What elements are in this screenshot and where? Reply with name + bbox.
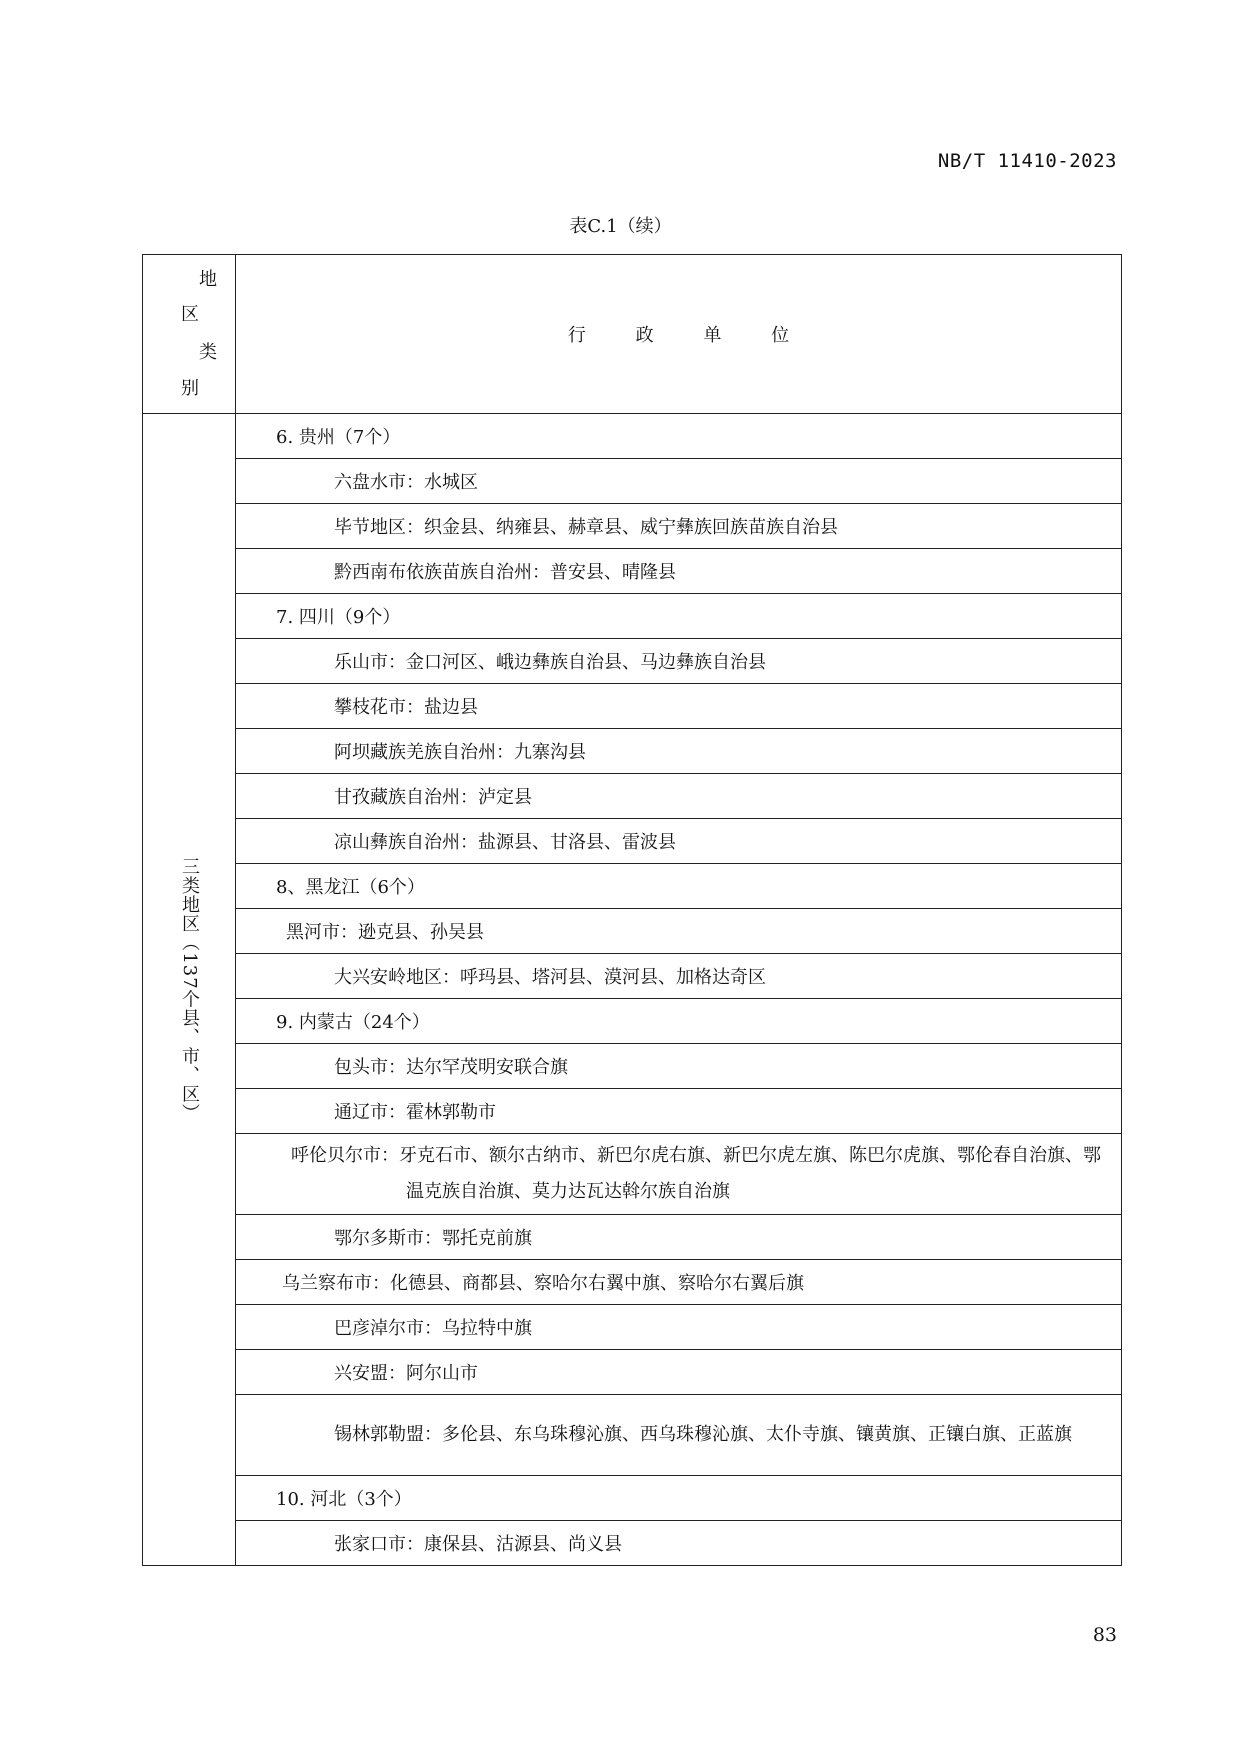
table-row (143, 729, 1122, 774)
table-row (143, 1260, 1122, 1305)
unit-entry: 六盘水市：水城区 (236, 459, 1122, 504)
admin-units-table (142, 254, 1122, 1566)
header-category-char: 区 (181, 304, 199, 325)
category-cell (143, 414, 236, 1566)
table-row (143, 414, 1122, 459)
table-header-row (143, 255, 1122, 414)
unit-entry: 攀枝花市：盐边县 (236, 684, 1122, 729)
header-category-cell (143, 255, 236, 414)
category-label: 三类地区（137个县、市、区） (179, 856, 200, 1123)
table-row (143, 594, 1122, 639)
table-row (143, 1134, 1122, 1215)
unit-entry: 黑河市：逊克县、孙吴县 (236, 909, 1122, 954)
table-row (143, 549, 1122, 594)
unit-entry: 锡林郭勒盟：多伦县、东乌珠穆沁旗、西乌珠穆沁旗、太仆寺旗、镶黄旗、正镶白旗、正蓝旗 (236, 1395, 1122, 1476)
unit-entry: 大兴安岭地区：呼玛县、塔河县、漠河县、加格达奇区 (236, 954, 1122, 999)
table-row (143, 954, 1122, 999)
unit-entry: 甘孜藏族自治州：泸定县 (236, 774, 1122, 819)
unit-entry: 包头市：达尔罕茂明安联合旗 (236, 1044, 1122, 1089)
province-heading: 10. 河北（3个） (236, 1476, 1122, 1521)
header-category-char: 别 (181, 378, 199, 399)
unit-entry: 凉山彝族自治州：盐源县、甘洛县、雷波县 (236, 819, 1122, 864)
unit-entry: 张家口市：康保县、沽源县、尚义县 (236, 1521, 1122, 1566)
unit-entry: 巴彦淖尔市：乌拉特中旗 (236, 1305, 1122, 1350)
standard-number: NB/T 11410-2023 (937, 150, 1117, 172)
province-heading: 7. 四川（9个） (236, 594, 1122, 639)
unit-entry: 阿坝藏族羌族自治州：九寨沟县 (236, 729, 1122, 774)
unit-entry: 鄂尔多斯市：鄂托克前旗 (236, 1215, 1122, 1260)
unit-entry: 通辽市：霍林郭勒市 (236, 1089, 1122, 1134)
unit-entry: 乌兰察布市：化德县、商都县、察哈尔右翼中旗、察哈尔右翼后旗 (236, 1260, 1122, 1305)
province-heading: 6. 贵州（7个） (236, 414, 1122, 459)
header-unit-cell: 行 政 单 位 (236, 255, 1122, 414)
table-row (143, 1044, 1122, 1089)
table-row (143, 1521, 1122, 1566)
header-category-char: 地 (199, 269, 217, 290)
table-row (143, 504, 1122, 549)
table-row (143, 864, 1122, 909)
table-row (143, 909, 1122, 954)
unit-entry: 黔西南布依族苗族自治州：普安县、晴隆县 (236, 549, 1122, 594)
unit-entry: 兴安盟：阿尔山市 (236, 1350, 1122, 1395)
table-row (143, 639, 1122, 684)
table-row (143, 1089, 1122, 1134)
table-caption: 表C.1（续） (569, 216, 672, 237)
table-row (143, 459, 1122, 504)
table-row (143, 1215, 1122, 1260)
table-row (143, 1476, 1122, 1521)
unit-entry: 乐山市：金口河区、峨边彝族自治县、马边彝族自治县 (236, 639, 1122, 684)
table-row (143, 1395, 1122, 1476)
unit-entry: 呼伦贝尔市：牙克石市、额尔古纳市、新巴尔虎右旗、新巴尔虎左旗、陈巴尔虎旗、鄂伦春自治旗、鄂温克族自治旗、莫力达瓦达斡尔族自治旗 (236, 1134, 1122, 1215)
table-row (143, 999, 1122, 1044)
table-row (143, 1305, 1122, 1350)
unit-entry: 毕节地区：织金县、纳雍县、赫章县、威宁彝族回族苗族自治县 (236, 504, 1122, 549)
header-category-char: 类 (199, 342, 217, 363)
table-row (143, 684, 1122, 729)
table-row (143, 774, 1122, 819)
table-row (143, 819, 1122, 864)
province-heading: 8、黑龙江（6个） (236, 864, 1122, 909)
page-number: 83 (1092, 1624, 1117, 1646)
table-row (143, 1350, 1122, 1395)
province-heading: 9. 内蒙古（24个） (236, 999, 1122, 1044)
